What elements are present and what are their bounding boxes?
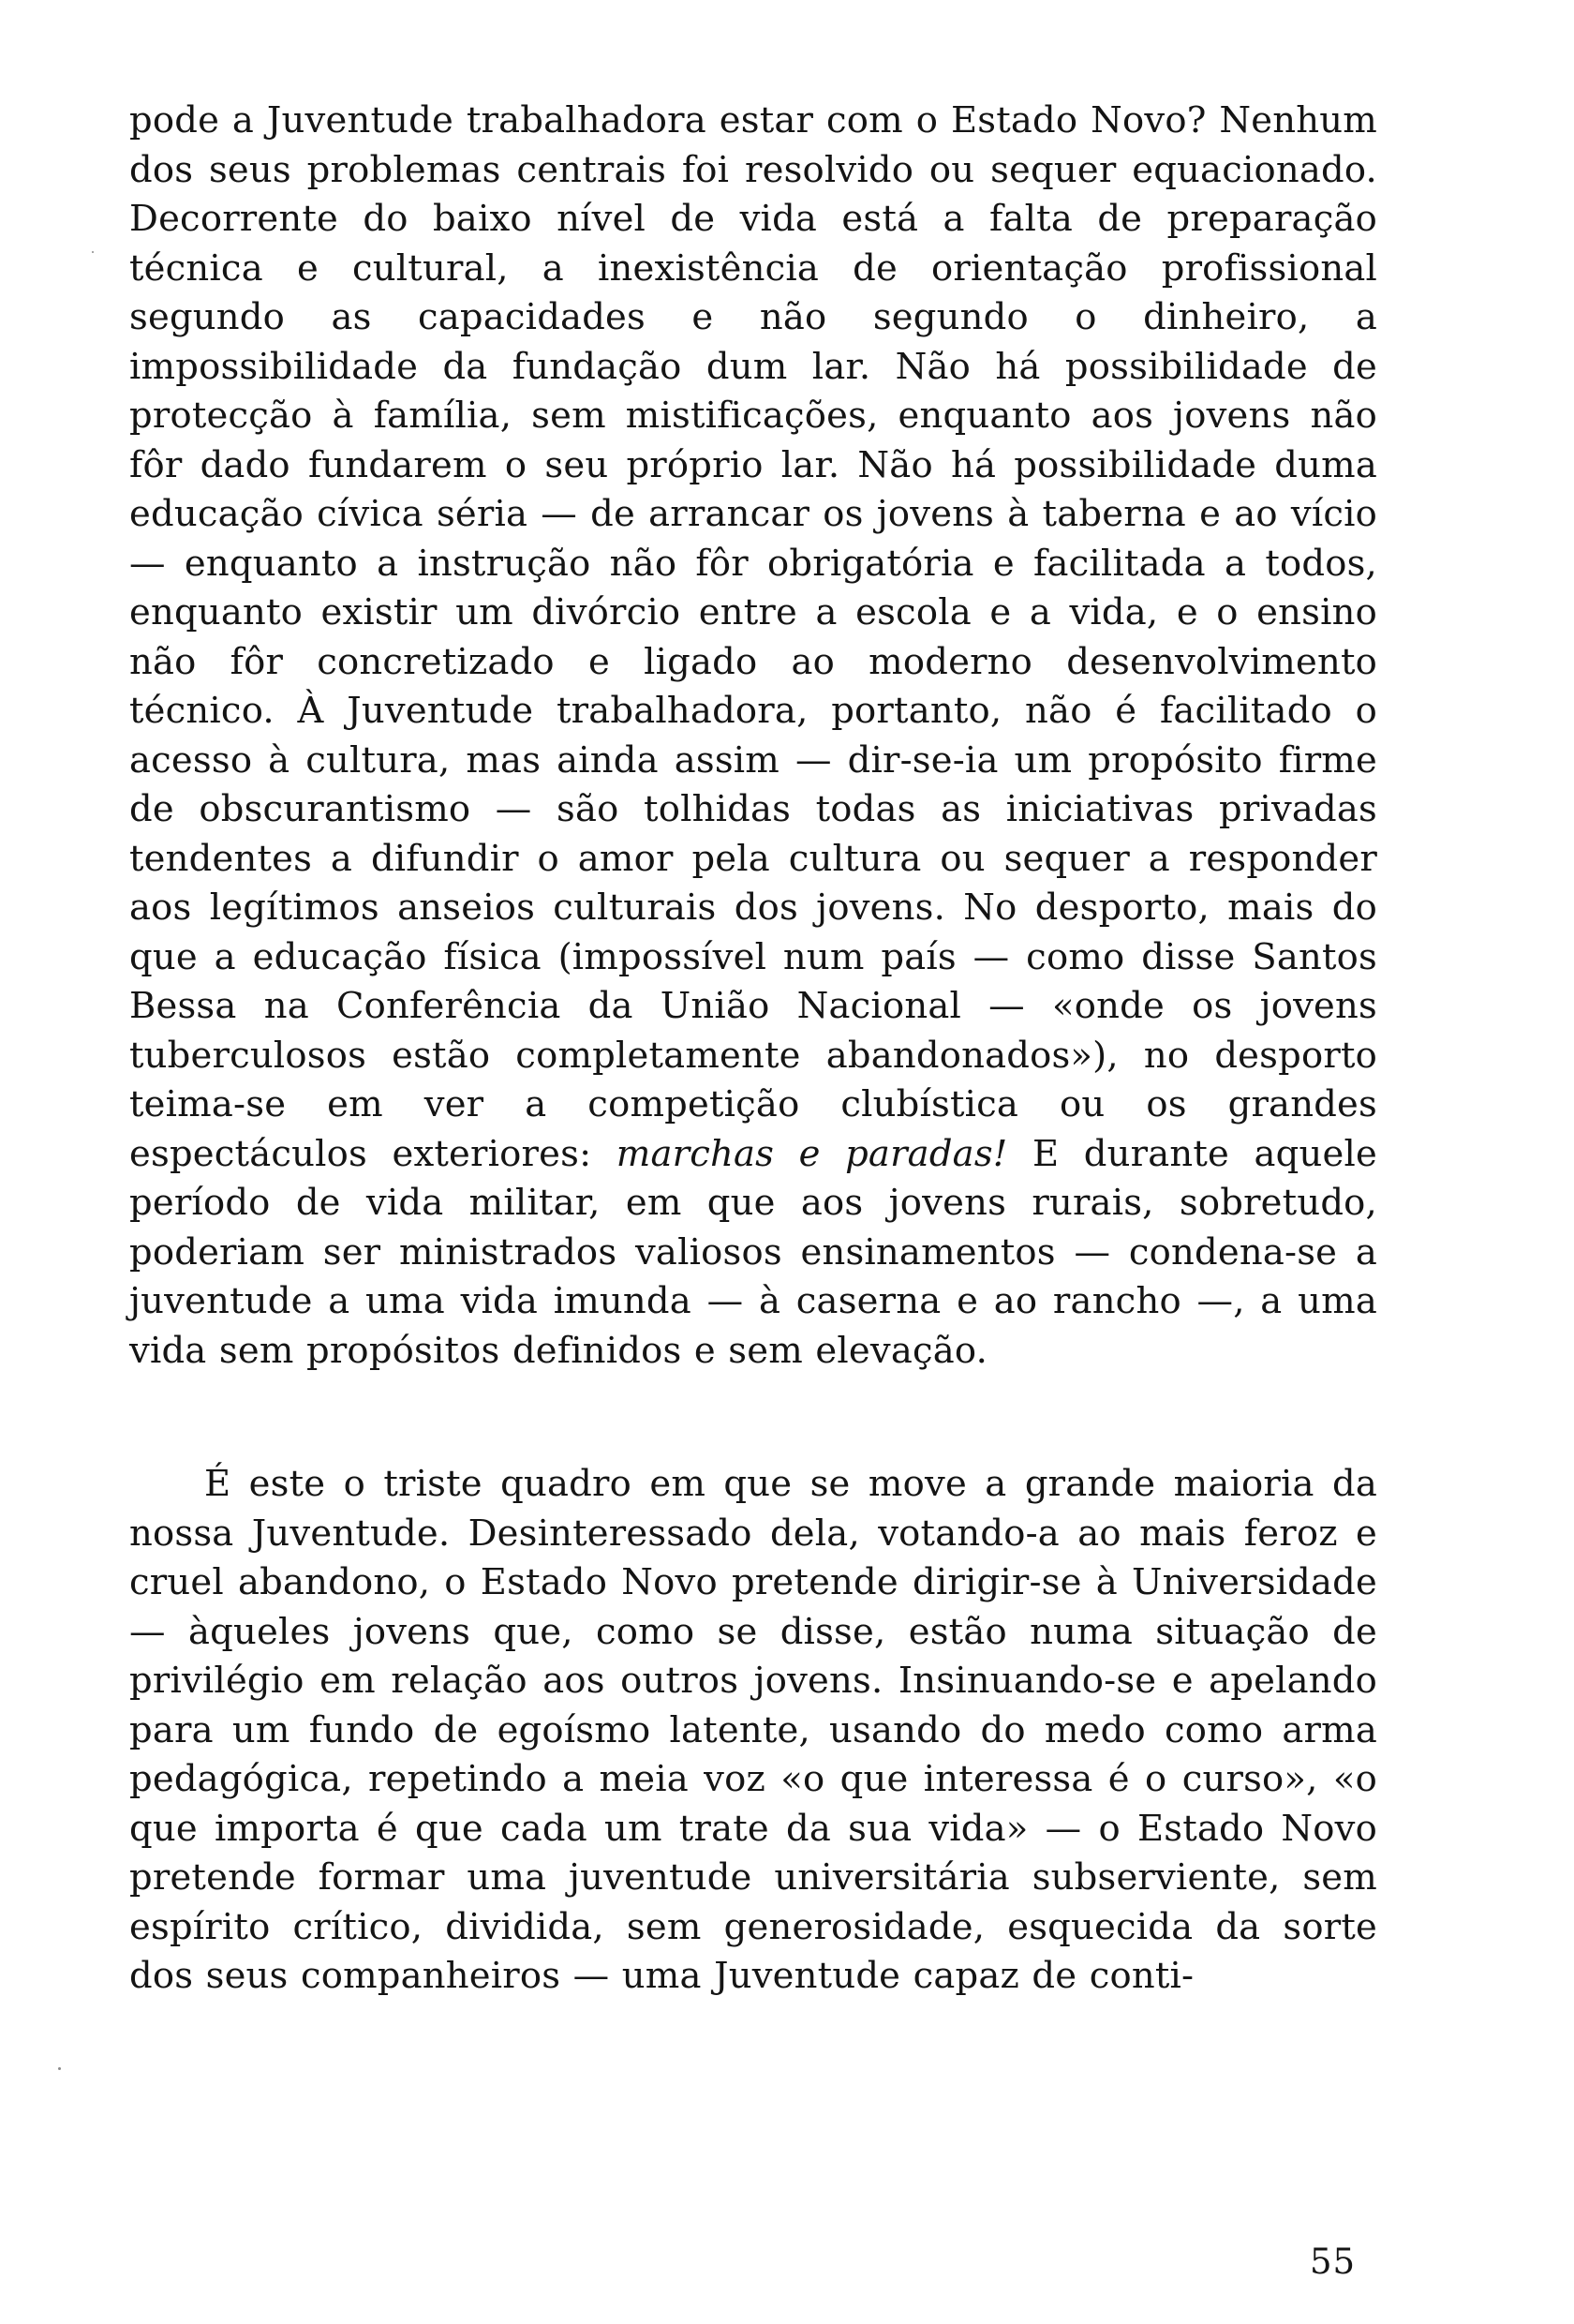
paragraph-1-text-b: E durante aquele período de vida militar, em que aos jovens rurais, sobretudo, poderiam ser ministrados valiosos ensinamentos — condena-se a juventude a uma vida imunda — à caserna e ao rancho —, a uma vida sem propósitos definidos e sem elevação. [129,1132,1378,1372]
page-number: 55 [1310,2242,1357,2282]
paragraph-1-text-a: pode a Juventude trabalhadora estar com o Estado Novo? Nenhum dos seus problemas centrais foi resolvido ou sequer equacionado. Decorrente do baixo nível de vida está a falta de preparação técnica e cultural, a inexistência de orientação profissional segundo as capacidades e não segundo o dinheiro, a impossibilidade da fundação dum lar. Não há possibilidade de protecção à família, sem mistificações, enquanto aos jovens não fôr dado fundarem o seu próprio lar. Não há possibilidade duma educação cívica séria — de arrancar os jovens à taberna e ao vício — enquanto a instrução não fôr obrigatória e facilitada a todos, enquanto existir um divórcio entre a escola e a vida, e o ensino não fôr concretizado e ligado ao moderno desenvolvimento técnico. À Juventude trabalhadora, portanto, não é facilitado o acesso à cultura, mas ainda assim — dir-se-ia um propósito firme de obscurantismo — são tolhidas todas as iniciativas privadas tendentes a difundir o amor pela cultura ou sequer a responder aos legítimos anseios culturais dos jovens. No desporto, mais do que a educação física (impossível num país — como disse Santos Bessa na Conferência da União Nacional — «onde os jovens tuberculosos estão completamente abandonados»), no desporto teima-se em ver a competição clubística ou os grandes espectáculos exteriores: [129,99,1377,1175]
print-speck [92,251,94,253]
body-paragraph-1 [129,97,1377,1376]
paragraph-2-text: É este o triste quadro em que se move a grande maioria da nossa Juventude. Desinteressado dela, votando-a ao mais feroz e cruel abandono, o Estado Novo pretende dirigir-se à Universidade — àqueles jovens que, como se disse, estão numa situação de privilégio em relação aos outros jovens. Insinuando-se e apelando para um fundo de egoísmo latente, usando do medo como arma pedagógica, repetindo a meia voz «o que interessa é o curso», «o que importa é que cada um trate da sua vida» — o Estado Novo pretende formar uma juventude universitária subserviente, sem espírito crítico, dividida, sem generosidade, esquecida da sorte dos seus companheiros — uma Juventude capaz de conti- [129,1463,1377,1997]
print-speck [58,2067,61,2070]
paragraph-1-italic-phrase: marchas e paradas! [616,1132,1008,1175]
body-paragraph-2 [129,1460,1377,2002]
